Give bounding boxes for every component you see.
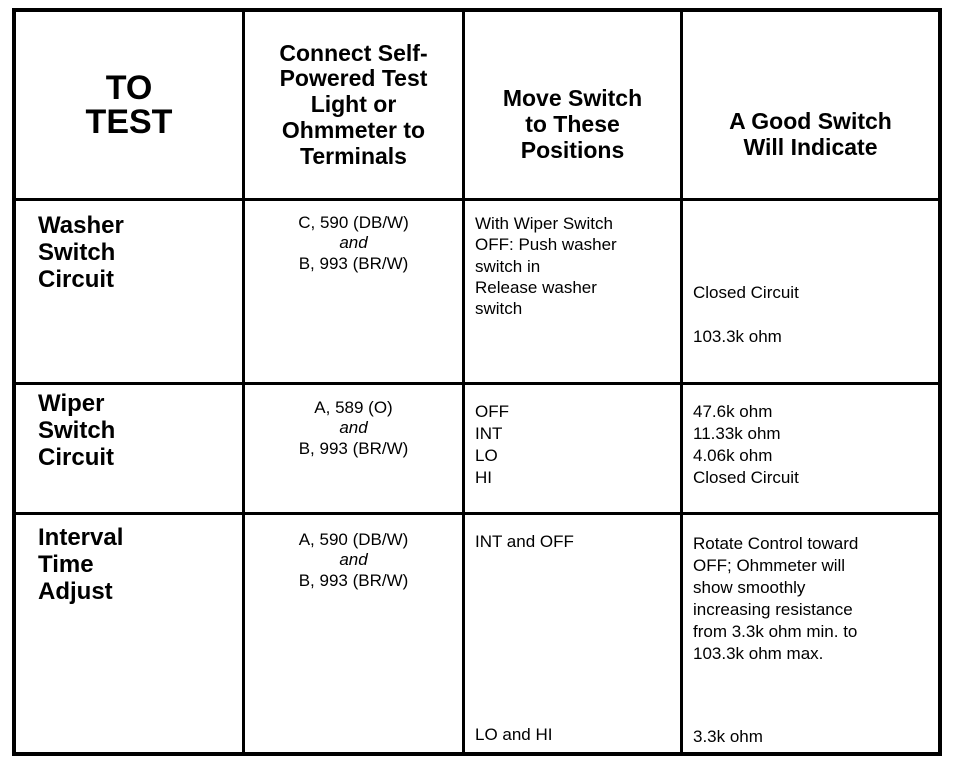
and-text: and: [339, 233, 368, 253]
terminal-text: B, 993 (BR/W): [298, 570, 409, 590]
position-text: INT and OFF: [475, 532, 574, 551]
positions-interval-1: [465, 531, 680, 555]
indicate-text: 103.3k ohm max.: [693, 644, 824, 664]
and-text: and: [339, 550, 368, 570]
row-title-text: Washer: [38, 212, 124, 239]
row-title-washer: [16, 201, 242, 382]
indicate-text: from 3.3k ohm min. to: [693, 622, 858, 642]
row-title-wiper: [16, 385, 242, 512]
connect-washer: [245, 201, 462, 382]
row-title-text: Wiper: [38, 390, 105, 417]
positions-wiper: [465, 401, 680, 512]
header-text: Powered Test: [279, 65, 428, 92]
header-good-switch: [683, 72, 938, 198]
connect-wiper: [245, 385, 462, 512]
terminal-text: A, 589 (O): [314, 398, 393, 417]
terminal-text: C, 590 (DB/W): [298, 213, 409, 232]
indicate-text: show smoothly: [693, 578, 806, 598]
indicate-washer-1: [683, 282, 938, 306]
header-text: Will Indicate: [743, 134, 878, 160]
positions-washer: [465, 213, 680, 382]
position-text: Release washer: [475, 277, 597, 297]
indicate-text: 3.3k ohm: [693, 727, 763, 746]
indicate-text: Rotate Control toward: [693, 534, 859, 553]
indicate-text: Closed Circuit: [693, 468, 799, 488]
position-text: OFF: Push washer: [475, 235, 617, 255]
indicate-text: 47.6k ohm: [693, 402, 773, 421]
position-text: OFF: [475, 402, 509, 421]
row-title-text: Switch: [38, 416, 116, 444]
indicate-text: 11.33k ohm: [693, 424, 781, 444]
indicate-text: increasing resistance: [693, 600, 853, 620]
test-table: [12, 8, 942, 756]
header-text: Ohmmeter to: [281, 116, 426, 143]
header-text: Move Switch: [502, 85, 643, 112]
row-title-text: Circuit: [38, 265, 115, 293]
row-title-interval: [16, 515, 242, 752]
header-connect: [245, 12, 462, 198]
row-title-text: Switch: [38, 238, 116, 266]
indicate-wiper: [683, 401, 938, 512]
row-title-text: Time: [38, 550, 94, 578]
header-text: to These: [525, 111, 620, 138]
terminal-text: B, 993 (BR/W): [298, 438, 409, 458]
indicate-text: OFF; Ohmmeter will: [693, 556, 846, 576]
header-text: Light or: [310, 91, 397, 118]
position-text: LO: [475, 446, 498, 466]
header-text: Connect Self-: [279, 39, 428, 66]
terminal-text: B, 993 (BR/W): [298, 253, 409, 273]
header-move-switch: [465, 52, 680, 198]
indicate-interval: [683, 533, 938, 683]
indicate-interval-min: [683, 726, 938, 750]
position-text: HI: [475, 468, 492, 488]
positions-interval-2: [465, 724, 680, 748]
indicate-text: Closed Circuit: [693, 283, 799, 302]
row-title-text: Interval: [38, 524, 124, 551]
position-text: INT: [475, 424, 503, 444]
position-text: switch: [475, 299, 523, 318]
header-to-test: [16, 12, 242, 198]
header-text: Positions: [520, 136, 625, 163]
position-text: LO and HI: [475, 725, 553, 744]
header-text: TO: [105, 69, 153, 107]
indicate-washer-2: [683, 326, 938, 350]
header-text: A Good Switch: [729, 108, 892, 135]
and-text: and: [339, 418, 368, 438]
header-text: Terminals: [300, 142, 407, 169]
connect-interval: [245, 515, 462, 752]
position-text: switch in: [475, 256, 541, 276]
indicate-text: 4.06k ohm: [693, 446, 773, 466]
terminal-text: A, 590 (DB/W): [298, 530, 409, 549]
indicate-text: 103.3k ohm: [693, 327, 782, 346]
row-title-text: Circuit: [38, 443, 115, 471]
row-title-text: Adjust: [38, 577, 113, 605]
header-text: TEST: [85, 103, 173, 141]
position-text: With Wiper Switch: [475, 214, 613, 233]
